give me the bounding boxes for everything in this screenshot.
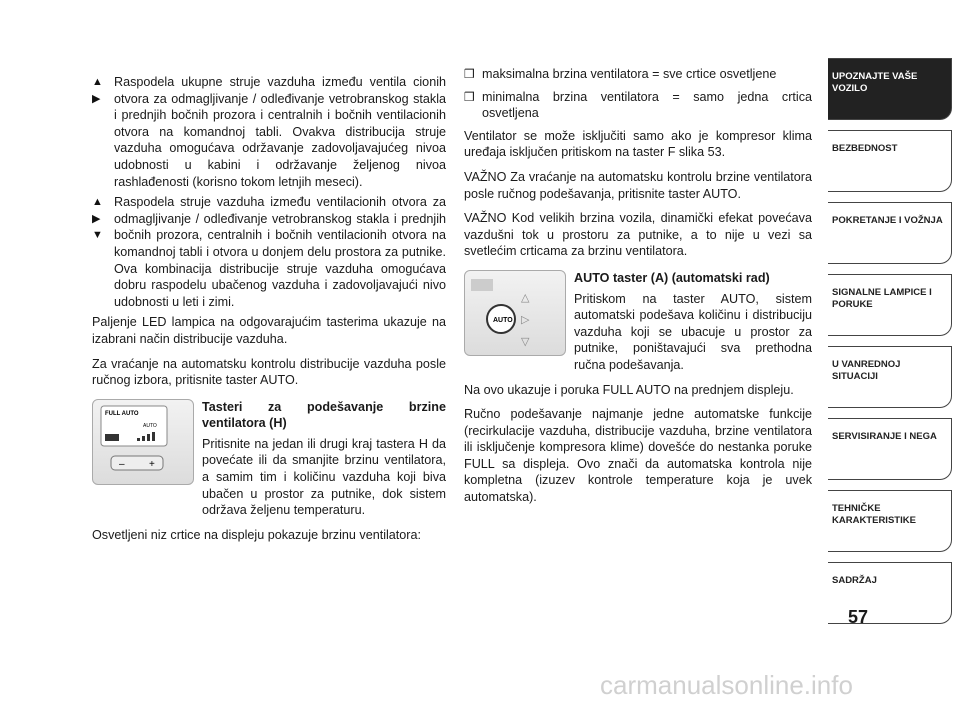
tab-sadrzaj[interactable]: SADRŽAJ <box>828 562 952 624</box>
left-column <box>92 74 446 551</box>
paragraph: Osvetljeni niz crtice na displeju pokazuje brzinu ventilatora: <box>92 527 422 542</box>
paragraph: Paljenje LED lampica na odgovarajućim tasterima ukazuje na izabrani način distribucije vazduha. <box>92 315 446 346</box>
paragraph: Ručno podešavanje najmanje jedne automatske funkcije (recirkulacije vazduha, distribucije vazduha, brzine ventilatora ili isključenje kompresora klime) dovešće do nestanka poruke FULL sa displeja. Ovo znači da automatska kontrola nije kompletna (izuzev kontrole temperature koja je uvek automatska). <box>464 407 812 505</box>
watermark: carmanualsonline.info <box>600 670 853 700</box>
tab-tehnicke[interactable]: TEHNIČKE KARAKTERISTIKE <box>828 490 952 552</box>
svg-text:▽: ▽ <box>521 335 530 348</box>
tab-servisiranje[interactable]: SERVISIRANJE I NEGA <box>828 418 952 480</box>
fan-heading: Tasteri za podešavanje brzine ventilatora (H) <box>202 399 446 431</box>
fan-text: Pritisnite na jedan ili drugi kraj tastera H da povećate ili da smanjite brzinu ventilatora, a samim tim i količinu vazduha koji biva ubačen u prostor za putnike, dok sistem održava željenu temperaturu. <box>202 436 446 518</box>
svg-text:△: △ <box>521 291 530 304</box>
auto-panel-illustration <box>465 271 565 355</box>
paragraph: Za vraćanje na automatsku kontrolu distribucije vazduha posle ručnog izbora, pritisnite taster AUTO. <box>92 356 446 388</box>
auto-text: Pritiskom na taster AUTO, sistem automatski podešava količinu i distribuciju vazduha koji se ubacuje u prostor za putnike, poništavajući sva prethodna ručna podešavanja. <box>574 291 812 372</box>
svg-text:+: + <box>149 458 155 470</box>
tab-pokretanje[interactable]: POKRETANJE I VOŽNJA <box>828 202 952 264</box>
checkbox-square-icon: ❒ <box>464 67 475 81</box>
chapter-tabs <box>828 58 952 634</box>
fan-display-figure <box>92 399 194 485</box>
right-column <box>464 66 812 514</box>
paragraph: VAŽNO Za vraćanje na automatsku kontrolu brzine ventilatora posle ručnog podešavanja, pritisnite taster AUTO. <box>464 169 812 201</box>
fig-full-auto-text: FULL AUTO <box>105 410 139 417</box>
paragraph: Na ovo ukazuje i poruka FULL AUTO na prednjem displeju. <box>464 382 794 397</box>
tab-upoznajte[interactable]: UPOZNAJTE VAŠE VOZILO <box>828 58 952 120</box>
bullet-distribution-1: ▲ ▶ Raspodela ukupne struje vazduha između ventila cionih otvora za odmagljivanje / odleđivanje vetrobranskog stakla i prednjih bočnih prozora i centralnih i bočnih ventilacionih otvora na komandnoj tabli. Ovakva distribucija struje vazduha omogućava održavanje zadovoljavajućeg nivoa udobnosti u kabini i održavanje željenog nivoa rashlađenosti (korisno tokom letnjih meseci). <box>92 75 446 189</box>
airflow-arrows-icon: ▲ ▶ ▼ <box>92 196 103 242</box>
fig-auto-text: AUTO <box>493 316 513 324</box>
paragraph: VAŽNO Kod velikih brzina vozila, dinamički efekat povećava vazdušni tok u prostoru za putnike, a to nije u vezi sa svetlećim crticama za brzinu ventilatora. <box>464 211 812 259</box>
auto-button-figure <box>464 270 566 356</box>
airflow-arrows-icon: ▲ ▶ <box>92 76 103 105</box>
fan-speed-section <box>92 399 446 519</box>
paragraph: Ventilator se može isključiti samo ako je kompresor klima uređaja isključen pritiskom na taster F slika 53. <box>464 128 812 160</box>
auto-section <box>464 270 812 374</box>
fig-auto-text: AUTO <box>143 422 157 429</box>
tab-vanredno[interactable]: U VANREDNOJ SITUACIJI <box>828 346 952 408</box>
svg-text:▷: ▷ <box>521 313 530 326</box>
tab-bezbednost[interactable]: BEZBEDNOST <box>828 130 952 192</box>
checkbox-square-icon: ❒ <box>464 89 475 104</box>
tab-signalne[interactable]: SIGNALNE LAMPICE I PORUKE <box>828 274 952 336</box>
bullet-distribution-2: ▲ ▶ ▼ Raspodela struje vazduha između ventilacionih otvora za odmagljivanje / odleđivanje vetrobranskog stakla i prednjih bočnih prozora, centralnih i bočnih ventilacionih otvora na komandnoj tabli i otvora u donjem delu prostora za putnike. Ova kombinacija distribucije struje vazduha omogućava dobru raspodelu ubačenog vazduha i zadovoljavajući nivo udobnosti u leti i zimi. <box>92 195 446 309</box>
list-item: ❒ minimalna brzina ventilatora = samo jedna crtica osvetljena <box>464 89 812 121</box>
svg-text:–: – <box>119 458 125 470</box>
fan-panel-illustration <box>93 400 193 484</box>
auto-heading: AUTO taster (A) (automatski rad) <box>574 270 770 285</box>
page-number: 57 <box>848 607 869 627</box>
list-item: ❒ maksimalna brzina ventilatora = sve crtice osvetljene <box>464 67 777 81</box>
